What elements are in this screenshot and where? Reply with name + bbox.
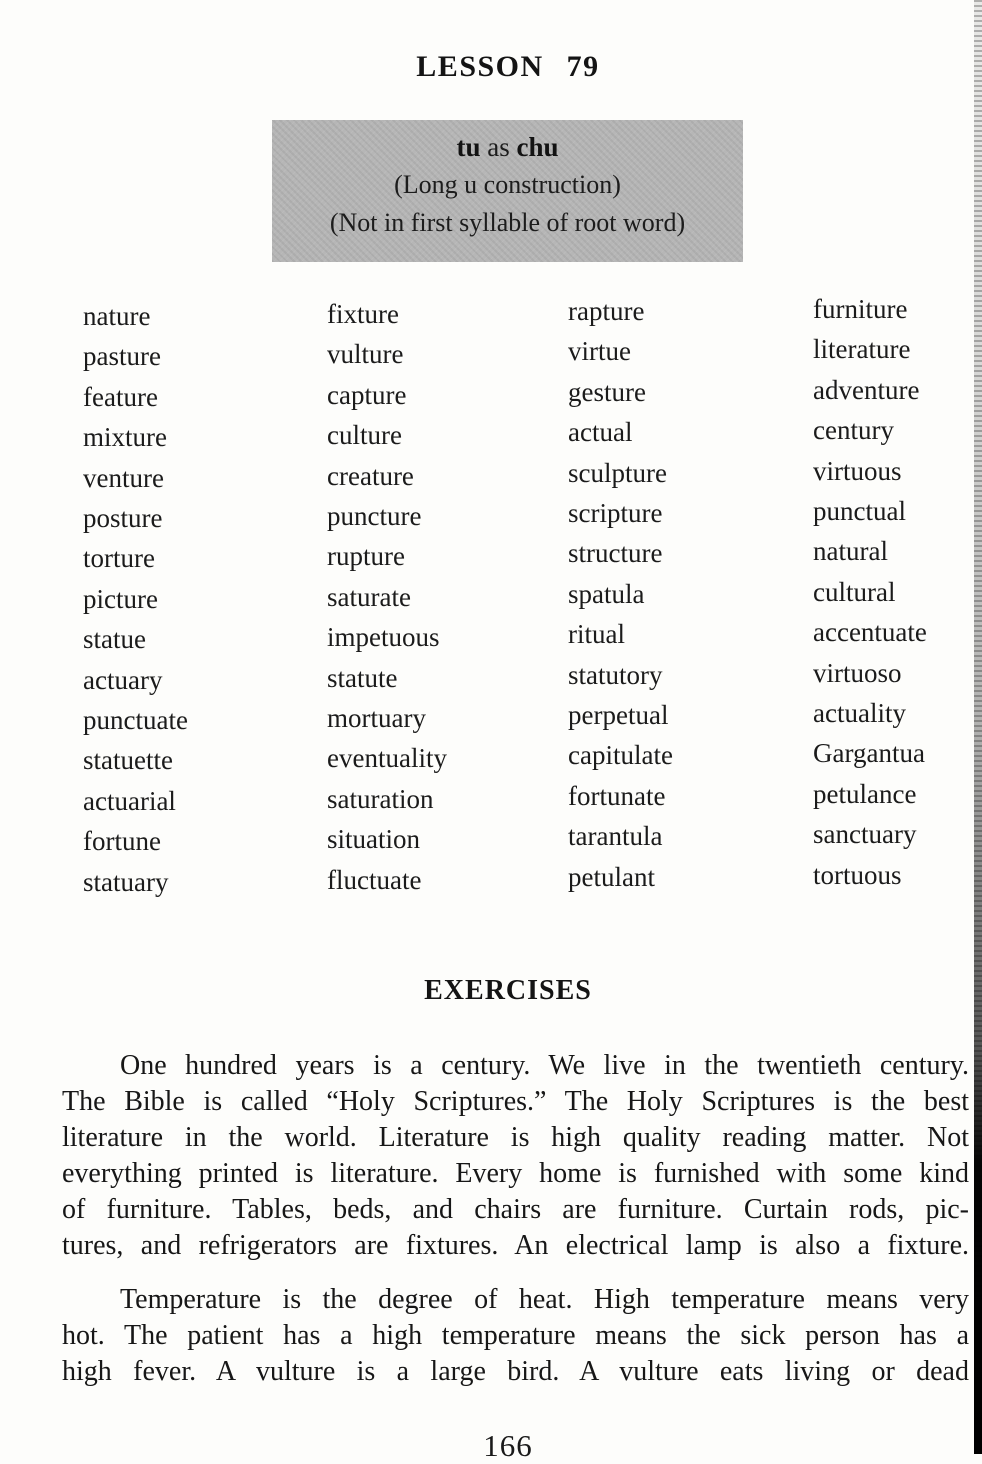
word-item: virtuoso: [813, 657, 902, 688]
word-item: posture: [83, 503, 163, 534]
word-item: capitulate: [568, 740, 673, 771]
phonics-rule-box: [272, 120, 743, 262]
word-item: punctual: [813, 496, 906, 527]
word-item: vulture: [327, 339, 404, 370]
rule-subtitle-1: (Long u construction): [394, 170, 621, 199]
word-item: petulant: [568, 861, 655, 892]
word-item: fixture: [327, 299, 399, 329]
word-item: fluctuate: [327, 864, 422, 895]
paragraph-line: of furniture. Tables, beds, and chairs are furniture. Curtain rods, pic-: [62, 1194, 969, 1225]
word-item: pasture: [83, 341, 161, 372]
word-item: natural: [813, 536, 888, 567]
word-item: saturation: [327, 783, 434, 814]
word-item: Gargantua: [813, 738, 925, 769]
word-item: saturate: [327, 581, 411, 612]
scan-edge-shadow: [974, 0, 982, 1454]
paragraph-line: One hundred years is a century. We live in the twentieth century.: [120, 1050, 969, 1081]
word-item: actuality: [813, 698, 906, 729]
word-item: feature: [83, 381, 158, 412]
word-item: petulance: [813, 778, 917, 809]
rule-term-bold-1: tu: [456, 132, 481, 162]
word-item: culture: [327, 420, 402, 451]
word-item: capture: [327, 379, 407, 410]
word-item: tarantula: [568, 821, 663, 852]
exercise-paragraph-2: [62, 1282, 969, 1390]
word-item: statue: [83, 624, 146, 655]
word-item: puncture: [327, 501, 422, 532]
word-item: statutory: [568, 659, 663, 690]
paragraph-line: hot. The patient has a high temperature means the sick person has a: [62, 1320, 969, 1351]
word-item: actuarial: [83, 785, 176, 816]
word-item: actual: [568, 417, 633, 448]
word-item: mortuary: [327, 703, 426, 734]
rule-subtitle-2: (Not in first syllable of root word): [329, 208, 686, 237]
word-item: perpetual: [568, 700, 669, 731]
word-item: statute: [327, 662, 398, 693]
word-item: statuette: [83, 745, 173, 776]
word-column-1: [83, 296, 188, 902]
word-item: adventure: [813, 374, 920, 405]
word-item: eventuality: [327, 743, 447, 774]
word-item: punctuate: [83, 705, 188, 736]
word-item: fortunate: [568, 780, 666, 811]
word-item: virtuous: [813, 455, 902, 486]
rule-term-connector: as: [480, 132, 517, 162]
word-column-2: [327, 294, 447, 900]
rule-term-bold-2: chu: [516, 132, 559, 162]
word-item: situation: [327, 824, 420, 855]
word-item: scripture: [568, 498, 663, 529]
exercises-heading: EXERCISES: [424, 975, 592, 1006]
paragraph-line: The Bible is called “Holy Scriptures.” The Holy Scriptures is the best: [62, 1086, 969, 1117]
word-item: spatula: [568, 578, 645, 609]
word-item: rapture: [568, 296, 645, 326]
word-item: actuary: [83, 664, 163, 695]
word-item: accentuate: [813, 617, 927, 648]
paragraph-line: Temperature is the degree of heat. High temperature means very: [120, 1284, 969, 1315]
paragraph-line: high fever. A vulture is a large bird. A vulture eats living or dead: [62, 1356, 969, 1387]
exercise-paragraph-1: [62, 1048, 969, 1264]
word-item: creature: [327, 460, 414, 491]
word-item: structure: [568, 538, 663, 569]
paragraph-line: everything printed is literature. Every home is furnished with some kind: [62, 1158, 969, 1189]
word-item: statuary: [83, 866, 169, 897]
word-item: tortuous: [813, 859, 902, 890]
word-item: venture: [83, 462, 164, 493]
word-column-3: [568, 291, 673, 897]
word-item: virtue: [568, 336, 631, 367]
word-item: picture: [83, 583, 158, 614]
word-item: impetuous: [327, 622, 440, 653]
word-item: torture: [83, 543, 155, 574]
word-item: nature: [83, 301, 151, 331]
word-item: sculpture: [568, 457, 667, 488]
lesson-title: LESSON 79: [416, 50, 600, 83]
rule-term: [272, 128, 743, 166]
word-item: century: [813, 415, 894, 446]
word-column-4: [813, 289, 927, 895]
word-item: cultural: [813, 576, 896, 607]
word-item: ritual: [568, 619, 625, 650]
word-item: fortune: [83, 826, 161, 857]
word-item: gesture: [568, 376, 646, 407]
word-item: rupture: [327, 541, 405, 572]
word-item: furniture: [813, 294, 908, 324]
paragraph-line: literature in the world. Literature is high quality reading matter. Not: [62, 1122, 969, 1153]
paragraph-line: tures, and refrigerators are fixtures. An electrical lamp is also a fixture.: [62, 1230, 969, 1261]
word-item: literature: [813, 334, 911, 365]
word-item: sanctuary: [813, 819, 917, 850]
word-item: mixture: [83, 422, 167, 453]
page-number: 166: [483, 1428, 533, 1463]
